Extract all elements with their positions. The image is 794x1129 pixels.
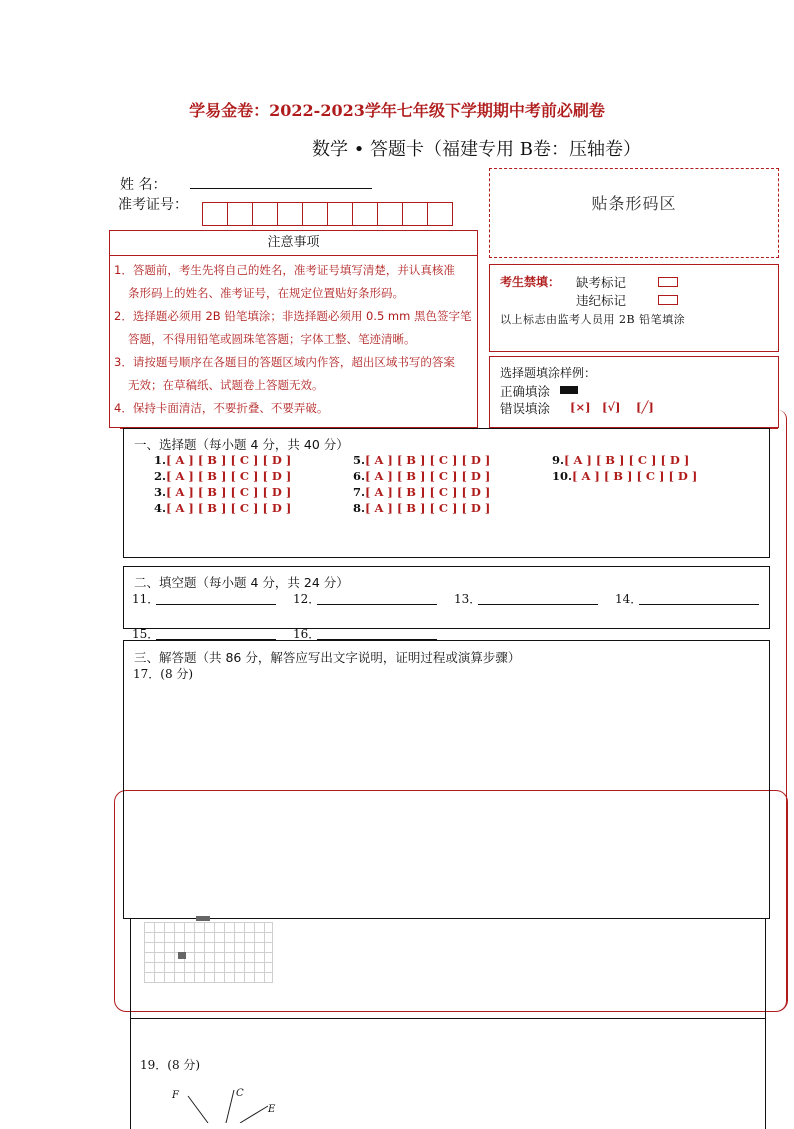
sample-title: 选择题填涂样例：: [500, 366, 597, 380]
violation-label: 违纪标记: [576, 293, 627, 308]
grid-mark: [178, 952, 186, 959]
question-number: 1.: [154, 453, 167, 467]
page-title: 学易金卷：2022-2023学年七年级下学期期中考前必刷卷: [189, 101, 605, 120]
correct-fill-sample: [560, 386, 578, 394]
notice-item-cont: 答题，不得用铅笔或圆珠笔答题；字体工整、笔迹清晰。: [128, 332, 416, 346]
name-label: 姓 名：: [120, 177, 167, 193]
id-digit-box[interactable]: [402, 202, 428, 226]
notice-title: 注意事项: [110, 231, 477, 256]
question-number: 3.: [154, 485, 167, 499]
notice-item-lead: 4．保持卡面清洁，不要折叠、不要弄破。: [114, 401, 329, 415]
blank-answer-line[interactable]: [478, 603, 598, 605]
choice-section: [123, 428, 770, 558]
choice-question[interactable]: [154, 485, 291, 499]
choice-options[interactable]: [ A ] [ B ] [ C ] [ D ]: [365, 501, 491, 515]
violation-mark-box[interactable]: [658, 295, 678, 305]
wrong-sample-3: [╱]: [636, 400, 654, 414]
label-e: E: [268, 1104, 276, 1115]
id-digit-box[interactable]: [252, 202, 278, 226]
blank-answer-line[interactable]: [317, 603, 437, 605]
blank-number: 14．: [615, 592, 643, 606]
blank-number: 16．: [293, 627, 321, 641]
blank-number: 13．: [454, 592, 482, 606]
notice-item-lead: 2．选择题必须用 2B 铅笔填涂；非选择题必须用 0.5 mm 黑色签字笔: [114, 309, 472, 323]
notice-item: [114, 397, 476, 420]
question-17-label: 17．(8 分): [133, 667, 194, 681]
choice-question[interactable]: [353, 501, 490, 515]
question-number: 2.: [154, 469, 167, 483]
id-digit-box[interactable]: [352, 202, 378, 226]
id-label: 准考证号：: [118, 197, 188, 213]
forbid-label: 考生禁填：: [500, 275, 561, 289]
blank-answer-line[interactable]: [156, 603, 276, 605]
id-digit-box[interactable]: [377, 202, 403, 226]
answer-section-title: 三、解答题（共 86 分，解答应写出文字说明，证明过程或演算步骤）: [134, 650, 521, 665]
choice-options[interactable]: [ A ] [ B ] [ C ] [ D ]: [365, 485, 491, 499]
question-19-label: 19．(8 分): [140, 1058, 201, 1072]
choice-options[interactable]: [ A ] [ B ] [ C ] [ D ]: [166, 485, 292, 499]
choice-options[interactable]: [ A ] [ B ] [ C ] [ D ]: [365, 469, 491, 483]
name-field[interactable]: [190, 188, 372, 189]
choice-options[interactable]: [ A ] [ B ] [ C ] [ D ]: [365, 453, 491, 467]
id-digit-box[interactable]: [327, 202, 353, 226]
ray-c: [226, 1090, 234, 1123]
ray-e: [240, 1106, 268, 1123]
barcode-area: [489, 168, 779, 258]
forbid-note: 以上标志由监考人员用 2B 铅笔填涂: [500, 313, 686, 326]
ray-f: [188, 1096, 208, 1123]
blank-number: 15．: [132, 627, 160, 641]
id-digit-box[interactable]: [202, 202, 228, 226]
choice-options[interactable]: [ A ] [ B ] [ C ] [ D ]: [166, 453, 292, 467]
question-number: 8.: [353, 501, 366, 515]
choice-options[interactable]: [ A ] [ B ] [ C ] [ D ]: [564, 453, 690, 467]
id-digit-box[interactable]: [302, 202, 328, 226]
choice-question[interactable]: [154, 469, 291, 483]
absent-label: 缺考标记: [576, 275, 627, 290]
page-subtitle: 数学 • 答题卡（福建专用 B卷：压轴卷）: [312, 139, 642, 160]
grid-mark: [196, 916, 210, 921]
question-number: 9.: [552, 453, 565, 467]
choice-question[interactable]: [353, 453, 490, 467]
notice-item-lead: 3．请按题号顺序在各题目的答题区域内作答，超出区域书写的答案: [114, 355, 455, 369]
notice-box: [109, 230, 478, 428]
choice-question[interactable]: [353, 469, 490, 483]
question-number: 6.: [353, 469, 366, 483]
choice-options[interactable]: [ A ] [ B ] [ C ] [ D ]: [166, 469, 292, 483]
notice-item: [114, 259, 476, 305]
choice-question[interactable]: [353, 485, 490, 499]
wrong-label: 错误填涂: [500, 401, 551, 416]
choice-section-title: 一、选择题（每小题 4 分，共 40 分）: [134, 437, 349, 452]
choice-question[interactable]: [154, 453, 291, 467]
question-number: 4.: [154, 501, 167, 515]
notice-item-lead: 1．答题前，考生先将自己的姓名，准考证号填写清楚，并认真核准: [114, 263, 455, 277]
blank-number: 11．: [132, 592, 160, 606]
id-digit-box[interactable]: [277, 202, 303, 226]
id-digit-box[interactable]: [227, 202, 253, 226]
choice-options[interactable]: [ A ] [ B ] [ C ] [ D ]: [572, 469, 698, 483]
blank-number: 12．: [293, 592, 321, 606]
blank-answer-line[interactable]: [639, 603, 759, 605]
question-number: 10.: [552, 469, 573, 483]
notice-item-cont: 条形码上的姓名、准考证号，在规定位置贴好条形码。: [128, 286, 404, 300]
answer-divider: [130, 1018, 766, 1019]
question-number: 5.: [353, 453, 366, 467]
choice-options[interactable]: [ A ] [ B ] [ C ] [ D ]: [166, 501, 292, 515]
label-c: C: [236, 1088, 244, 1099]
notice-item: [114, 351, 476, 397]
examiner-mark-box: [489, 264, 779, 352]
barcode-label: 贴条形码区: [591, 194, 677, 213]
wrong-sample-2: [√]: [602, 400, 621, 414]
wrong-sample-1: [×]: [570, 400, 591, 414]
choice-question[interactable]: [154, 501, 291, 515]
label-f: F: [172, 1090, 179, 1101]
fill-sample-box: [489, 356, 779, 428]
id-digit-box[interactable]: [427, 202, 453, 226]
choice-question[interactable]: [552, 469, 697, 483]
grid-figure-marks: [144, 912, 274, 992]
correct-label: 正确填涂: [500, 384, 551, 399]
choice-question[interactable]: [552, 453, 689, 467]
notice-item-cont: 无效；在草稿纸、试题卷上答题无效。: [128, 378, 324, 392]
fill-blank-section: [123, 566, 770, 629]
answer-section[interactable]: [123, 640, 770, 919]
fill-blank-title: 二、填空题（每小题 4 分，共 24 分）: [134, 575, 349, 590]
notice-item: [114, 305, 476, 351]
absent-mark-box[interactable]: [658, 277, 678, 287]
question-number: 7.: [353, 485, 366, 499]
id-number-boxes[interactable]: [203, 202, 453, 226]
